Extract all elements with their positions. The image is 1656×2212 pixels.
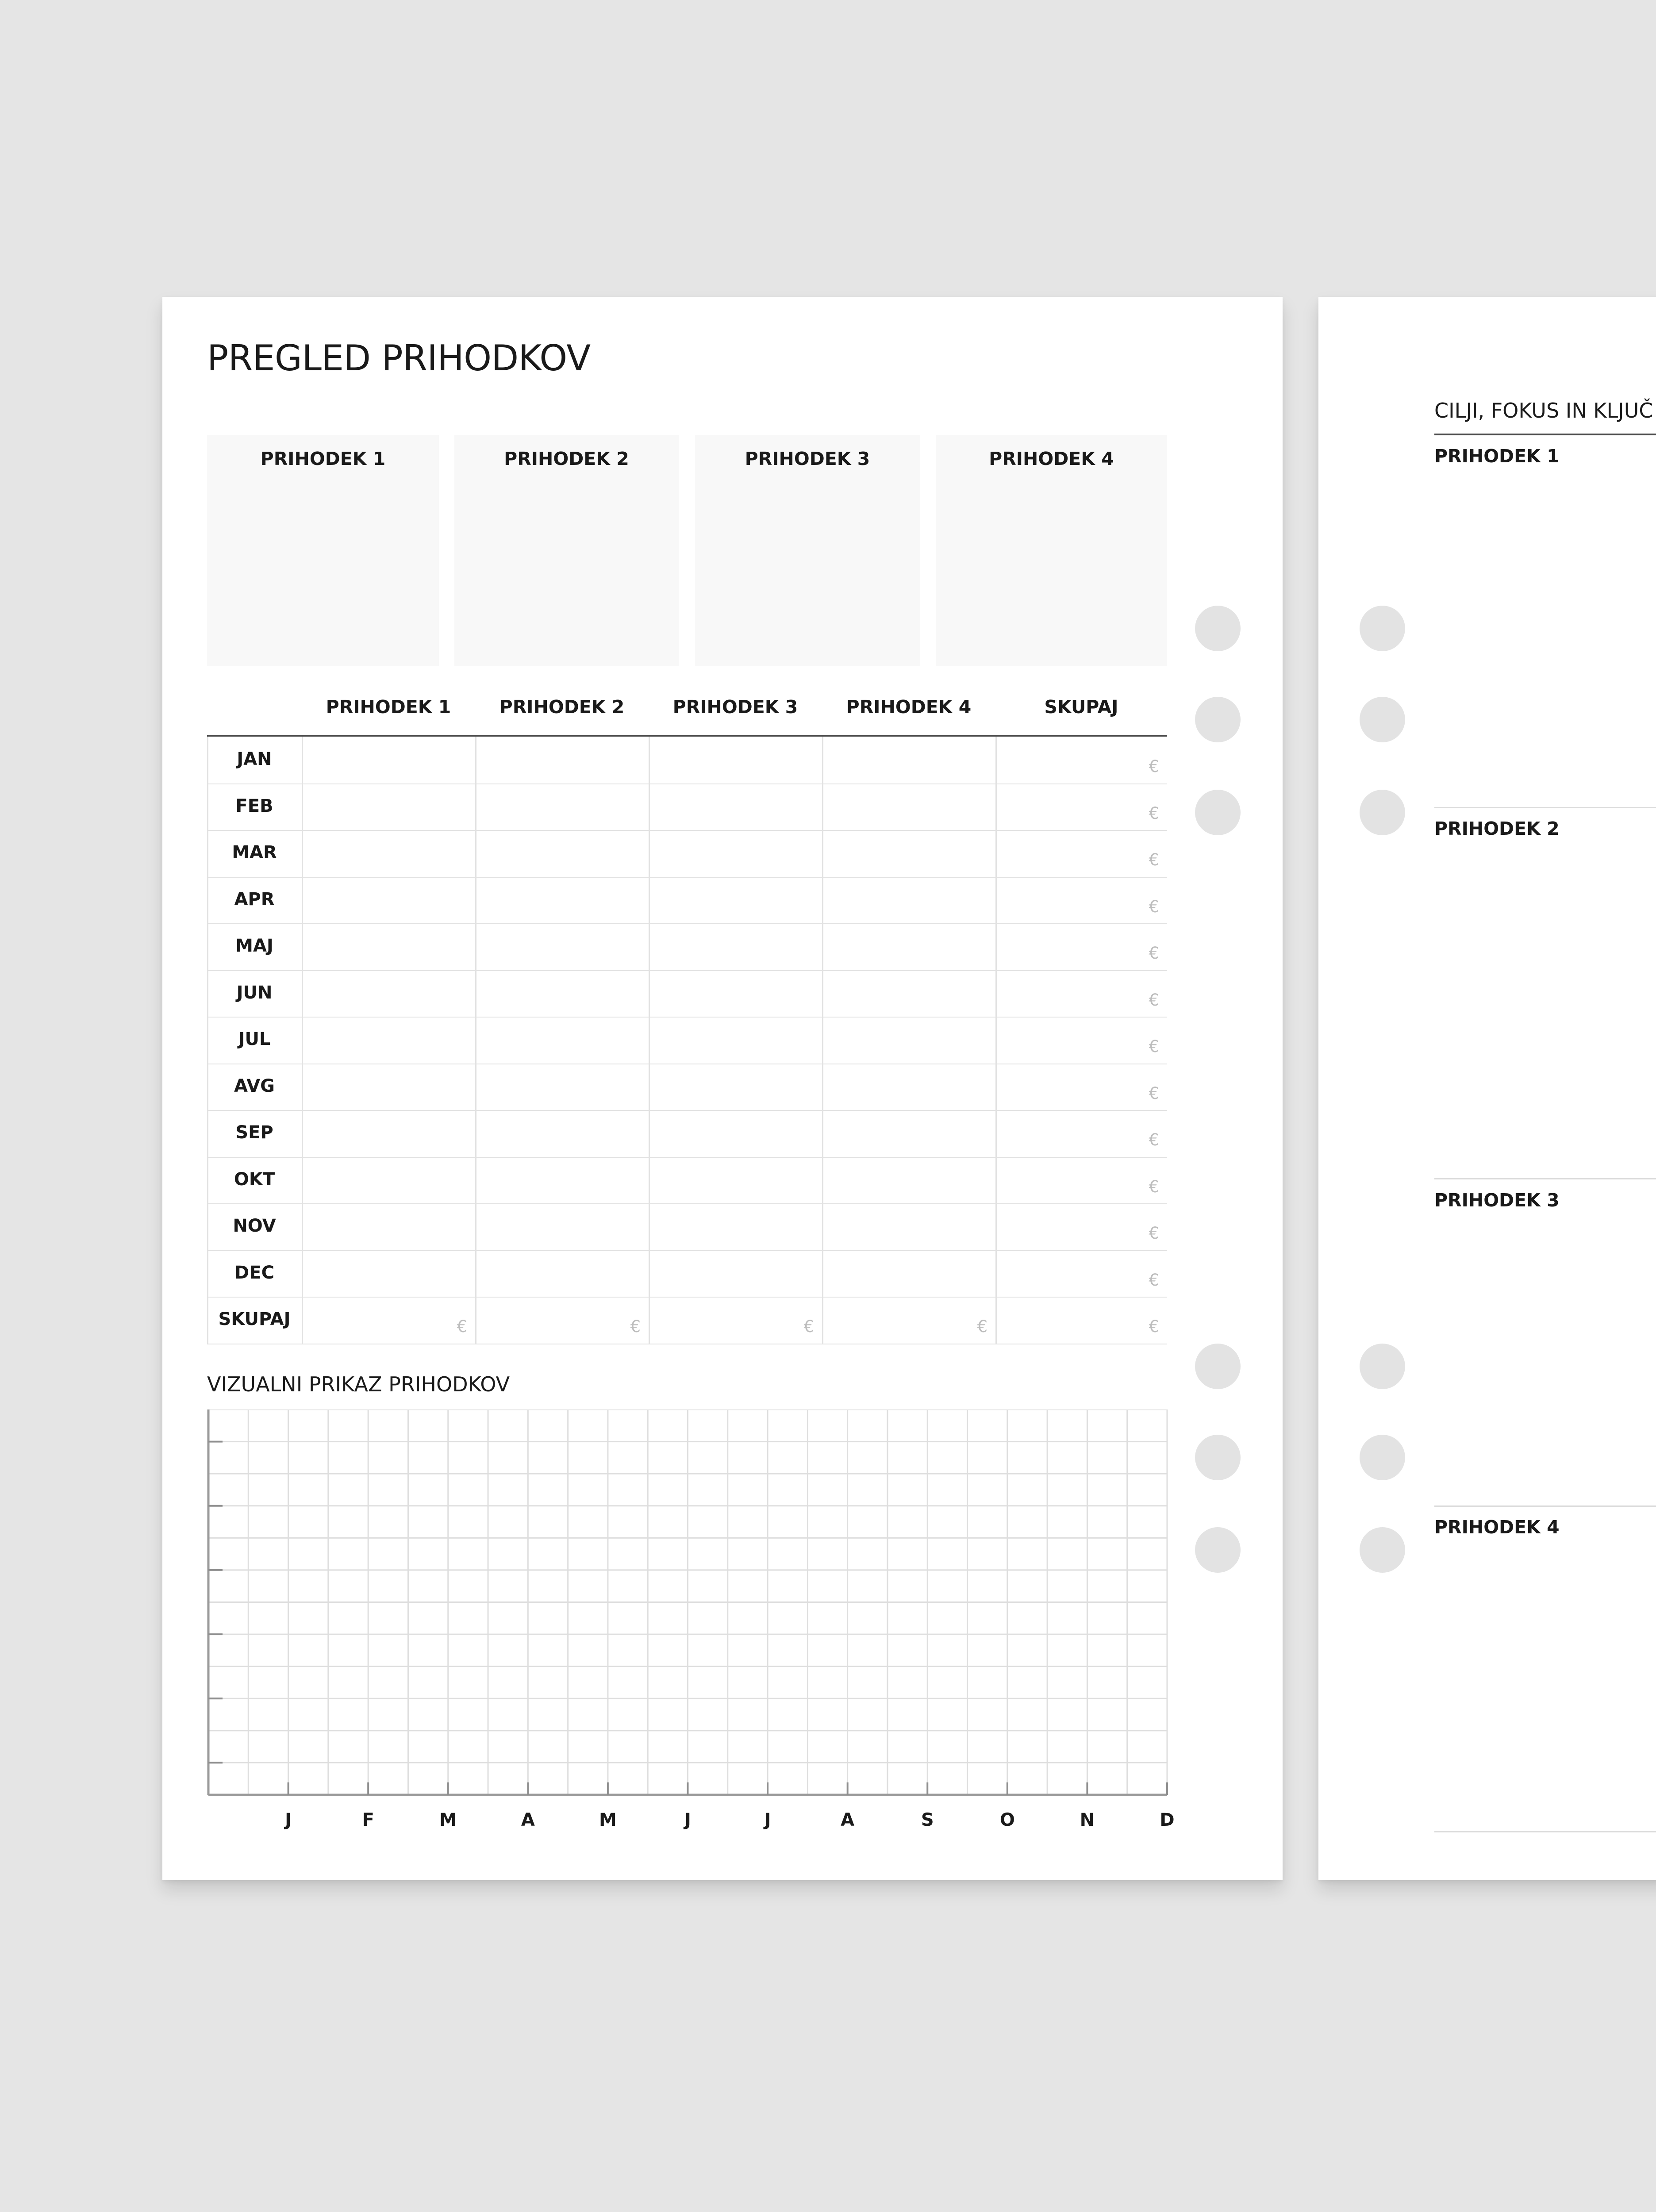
euro-sign: € (1149, 991, 1159, 1010)
table-cell[interactable] (823, 831, 995, 876)
binder-hole (1195, 606, 1241, 651)
table-row-divider (207, 1250, 1167, 1251)
goals-section-label-income-2: PRIHODEK 2 (1434, 818, 1560, 839)
chart-x-label: N (1080, 1810, 1095, 1830)
table-cell[interactable] (650, 1065, 822, 1110)
table-cell[interactable] (650, 1158, 822, 1203)
binder-hole (1360, 1527, 1405, 1573)
euro-sign: € (1149, 757, 1159, 776)
goals-section-label-income-4: PRIHODEK 4 (1434, 1517, 1560, 1538)
chart-x-label: O (999, 1810, 1015, 1830)
chart-x-label: J (764, 1810, 771, 1830)
planner-page-income-overview (162, 297, 1283, 1880)
euro-sign: € (977, 1317, 987, 1336)
month-label-avg: AVG (234, 1076, 275, 1096)
goals-section-label-income-3: PRIHODEK 3 (1434, 1190, 1560, 1211)
table-cell[interactable] (823, 972, 995, 1017)
table-row-divider (207, 830, 1167, 831)
table-cell[interactable] (303, 1252, 475, 1297)
income-box-1[interactable] (207, 435, 439, 666)
binder-hole (1195, 1527, 1241, 1573)
table-row-divider (207, 783, 1167, 784)
month-label-jul: JUL (238, 1029, 271, 1049)
table-row-divider (207, 1157, 1167, 1158)
table-cell[interactable] (823, 878, 995, 923)
table-cell[interactable] (476, 972, 648, 1017)
table-row-divider (207, 923, 1167, 924)
table-cell[interactable] (650, 1205, 822, 1250)
income-box-2[interactable] (454, 435, 679, 666)
table-header-total: SKUPAJ (1044, 696, 1118, 718)
euro-sign: € (630, 1317, 641, 1336)
binder-hole (1195, 1344, 1241, 1389)
binder-hole (1360, 1344, 1405, 1389)
table-cell[interactable] (303, 878, 475, 923)
binder-hole (1360, 1435, 1405, 1480)
table-cell[interactable] (650, 1252, 822, 1297)
table-cell[interactable] (823, 785, 995, 830)
binder-hole (1360, 606, 1405, 651)
table-row-divider (207, 877, 1167, 878)
table-cell[interactable] (303, 1018, 475, 1063)
planner-page-goals (1318, 297, 1656, 1880)
table-cell[interactable] (823, 1065, 995, 1110)
table-cell[interactable] (650, 1018, 822, 1063)
income-box-4[interactable] (936, 435, 1167, 666)
month-label-okt: OKT (234, 1169, 275, 1190)
income-box-label: PRIHODEK 2 (504, 448, 629, 469)
table-cell[interactable] (303, 972, 475, 1017)
month-label-jan: JAN (237, 749, 272, 769)
goals-section-label-income-1: PRIHODEK 1 (1434, 445, 1560, 467)
table-header-income-1: PRIHODEK 1 (326, 696, 451, 718)
chart-x-label: M (439, 1810, 457, 1830)
table-cell[interactable] (476, 1018, 648, 1063)
table-header-income-2: PRIHODEK 2 (499, 696, 625, 718)
table-header-income-3: PRIHODEK 3 (672, 696, 798, 718)
income-box-label: PRIHODEK 3 (745, 448, 870, 469)
table-cell[interactable] (650, 738, 822, 783)
goals-title-rule (1434, 434, 1656, 435)
binder-hole (1195, 697, 1241, 742)
table-cell[interactable] (476, 925, 648, 970)
table-cell[interactable] (476, 1111, 648, 1156)
euro-sign: € (1149, 1224, 1159, 1243)
chart-x-label: S (921, 1810, 934, 1830)
table-cell[interactable] (476, 1205, 648, 1250)
euro-sign: € (1149, 1177, 1159, 1196)
month-label-mar: MAR (232, 842, 277, 863)
table-row-divider (207, 1297, 1167, 1298)
euro-sign: € (457, 1317, 467, 1336)
goals-section-rule (1434, 1505, 1656, 1507)
month-label-dec: DEC (234, 1263, 274, 1283)
table-cell[interactable] (823, 1158, 995, 1203)
income-box-label: PRIHODEK 4 (989, 448, 1114, 469)
table-cell[interactable] (476, 1158, 648, 1203)
table-cell[interactable] (303, 1205, 475, 1250)
euro-sign: € (1149, 1037, 1159, 1056)
table-cell[interactable] (303, 1111, 475, 1156)
euro-sign: € (803, 1317, 814, 1336)
euro-sign: € (1149, 1130, 1159, 1149)
table-cell[interactable] (650, 831, 822, 876)
table-cell[interactable] (650, 878, 822, 923)
table-cell[interactable] (823, 1252, 995, 1297)
income-chart-grid[interactable] (207, 1409, 1176, 1852)
chart-x-label: A (841, 1810, 855, 1830)
table-cell[interactable] (303, 1065, 475, 1110)
total-row-label: SKUPAJ (218, 1309, 291, 1329)
table-cell[interactable] (476, 738, 648, 783)
goals-section-rule (1434, 1178, 1656, 1179)
table-cell[interactable] (303, 925, 475, 970)
table-cell[interactable] (823, 738, 995, 783)
table-cell[interactable] (823, 1205, 995, 1250)
binder-hole (1360, 790, 1405, 835)
table-row-divider (207, 1017, 1167, 1018)
euro-sign: € (1149, 1317, 1159, 1336)
table-cell[interactable] (823, 925, 995, 970)
chart-x-label: A (521, 1810, 535, 1830)
binder-hole (1195, 1435, 1241, 1480)
income-box-3[interactable] (695, 435, 920, 666)
table-row-divider (207, 1110, 1167, 1111)
euro-sign: € (1149, 897, 1159, 916)
month-label-sep: SEP (235, 1122, 273, 1143)
chart-x-label: M (599, 1810, 617, 1830)
euro-sign: € (1149, 804, 1159, 823)
table-cell[interactable] (476, 878, 648, 923)
chart-title: VIZUALNI PRIKAZ PRIHODKOV (207, 1372, 510, 1396)
table-cell[interactable] (303, 831, 475, 876)
table-row-divider (207, 970, 1167, 971)
chart-x-label: F (362, 1810, 374, 1830)
table-cell[interactable] (476, 1252, 648, 1297)
table-cell[interactable] (476, 831, 648, 876)
table-cell[interactable] (650, 785, 822, 830)
goals-section-rule (1434, 807, 1656, 808)
month-label-maj: MAJ (235, 936, 273, 956)
goals-section-rule (1434, 1831, 1656, 1832)
table-cell[interactable] (650, 1111, 822, 1156)
binder-hole (1360, 697, 1405, 742)
month-label-nov: NOV (233, 1216, 276, 1236)
month-label-jun: JUN (236, 983, 273, 1003)
table-row-divider (207, 1203, 1167, 1204)
euro-sign: € (1149, 1084, 1159, 1103)
month-label-feb: FEB (235, 796, 273, 816)
table-header-rule (207, 735, 1167, 737)
chart-x-label: J (684, 1810, 691, 1830)
table-cell[interactable] (303, 738, 475, 783)
page-title: PREGLED PRIHODKOV (207, 338, 591, 379)
euro-sign: € (1149, 944, 1159, 963)
table-cell[interactable] (650, 925, 822, 970)
table-cell[interactable] (650, 972, 822, 1017)
table-cell[interactable] (476, 785, 648, 830)
table-cell[interactable] (823, 1111, 995, 1156)
binder-hole (1195, 790, 1241, 835)
table-cell[interactable] (823, 1018, 995, 1063)
table-cell[interactable] (303, 1158, 475, 1203)
euro-sign: € (1149, 1271, 1159, 1290)
table-header-income-4: PRIHODEK 4 (846, 696, 972, 718)
euro-sign: € (1149, 850, 1159, 869)
income-box-label: PRIHODEK 1 (260, 448, 386, 469)
chart-x-label: D (1160, 1810, 1175, 1830)
table-cell[interactable] (476, 1065, 648, 1110)
table-cell[interactable] (303, 785, 475, 830)
goals-page-title: CILJI, FOKUS IN KLJUČ (1434, 399, 1653, 422)
month-label-apr: APR (234, 889, 275, 910)
chart-x-label: J (285, 1810, 292, 1830)
